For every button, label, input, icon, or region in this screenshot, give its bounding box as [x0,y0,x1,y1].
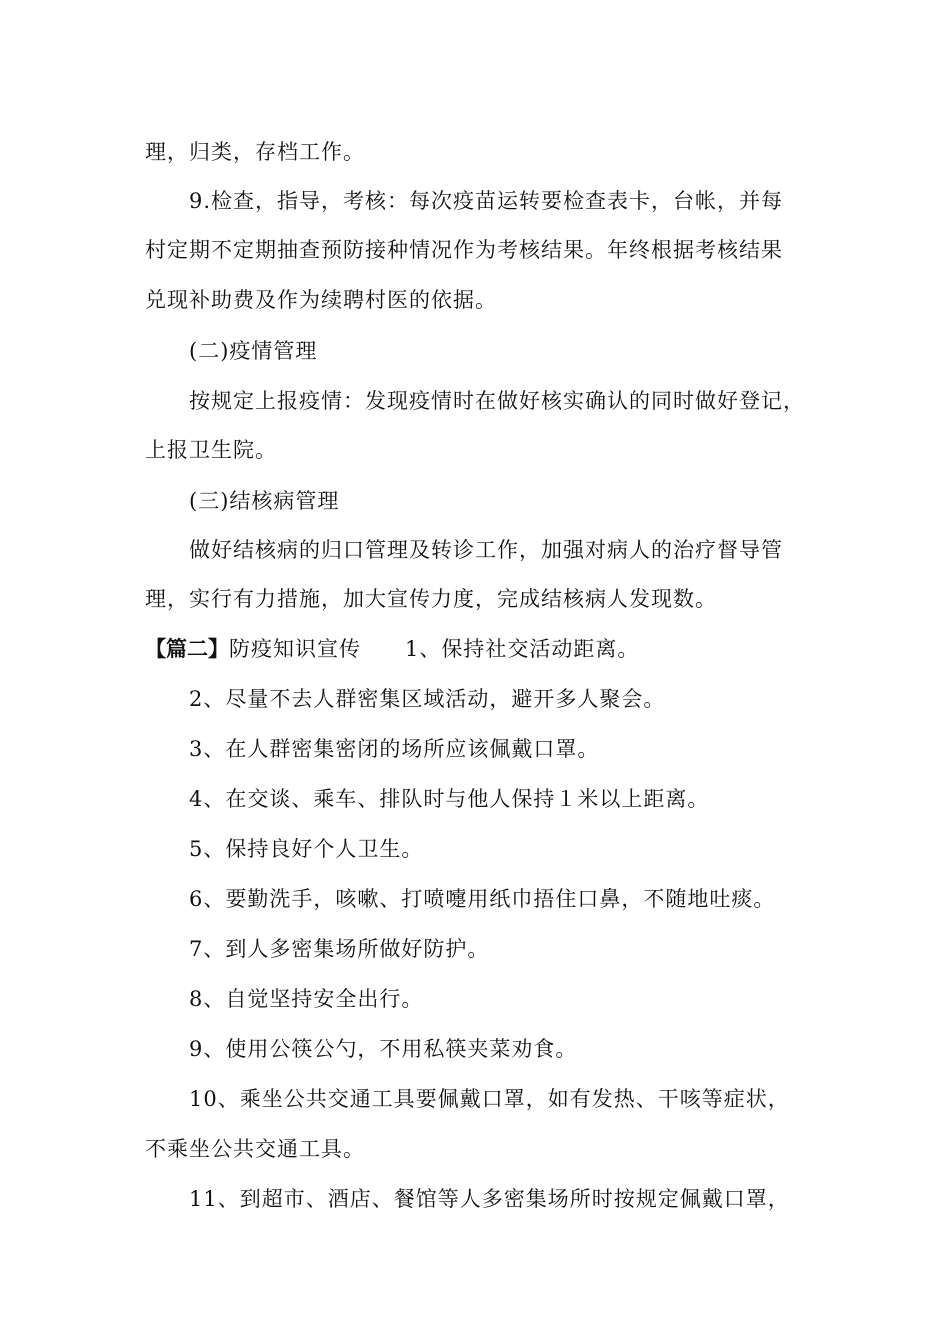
list-item: 5、保持良好个人卫生。 [189,837,424,861]
list-item: 3、在人群密集密闭的场所应该佩戴口罩。 [189,737,600,761]
list-item: 1、保持社交活动距离。 [405,637,640,661]
text-line: 做好结核病的归口管理及转诊工作，加强对病人的治疗督导管 [189,538,783,562]
text-line: 兑现补助费及作为续聘村医的依据。 [145,288,497,312]
section-title: 防疫知识宣传 [229,637,361,661]
section-heading: (三)结核病管理 [189,489,340,513]
list-item: 11、到超市、酒店、餐馆等人多密集场所时按规定佩戴口罩， [189,1187,790,1211]
section-two-header [145,634,639,664]
section-heading: (二)疫情管理 [189,339,318,363]
text-line: 9.检查，指导，考核：每次疫苗运转要检查表卡，台帐，并每 [189,189,784,213]
text-line: 理，归类，存档工作。 [145,140,365,164]
list-item: 4、在交谈、乘车、排队时与他人保持１米以上距离。 [189,787,710,811]
text-line: 理，实行有力措施，加大宣传力度，完成结核病人发现数。 [145,587,717,611]
list-item: 6、要勤洗手，咳嗽、打喷嚏用纸巾捂住口鼻，不随地吐痰。 [189,887,776,911]
section-tag: 【篇二】 [145,636,229,661]
text-line: 按规定上报疫情：发现疫情时在做好核实确认的同时做好登记， [189,389,805,413]
list-item: 10、乘坐公共交通工具要佩戴口罩，如有发热、干咳等症状， [189,1087,790,1111]
list-item: 9、使用公筷公勺，不用私筷夹菜劝食。 [189,1037,578,1061]
list-item-continuation: 不乘坐公共交通工具。 [145,1137,365,1161]
list-item: 8、自觉坚持安全出行。 [189,987,424,1011]
list-item: 2、尽量不去人群密集区域活动，避开多人聚会。 [189,687,666,711]
text-line: 村定期不定期抽查预防接种情况作为考核结果。年终根据考核结果 [145,238,783,262]
list-item: 7、到人多密集场所做好防护。 [189,937,490,961]
text-line: 上报卫生院。 [145,438,277,462]
